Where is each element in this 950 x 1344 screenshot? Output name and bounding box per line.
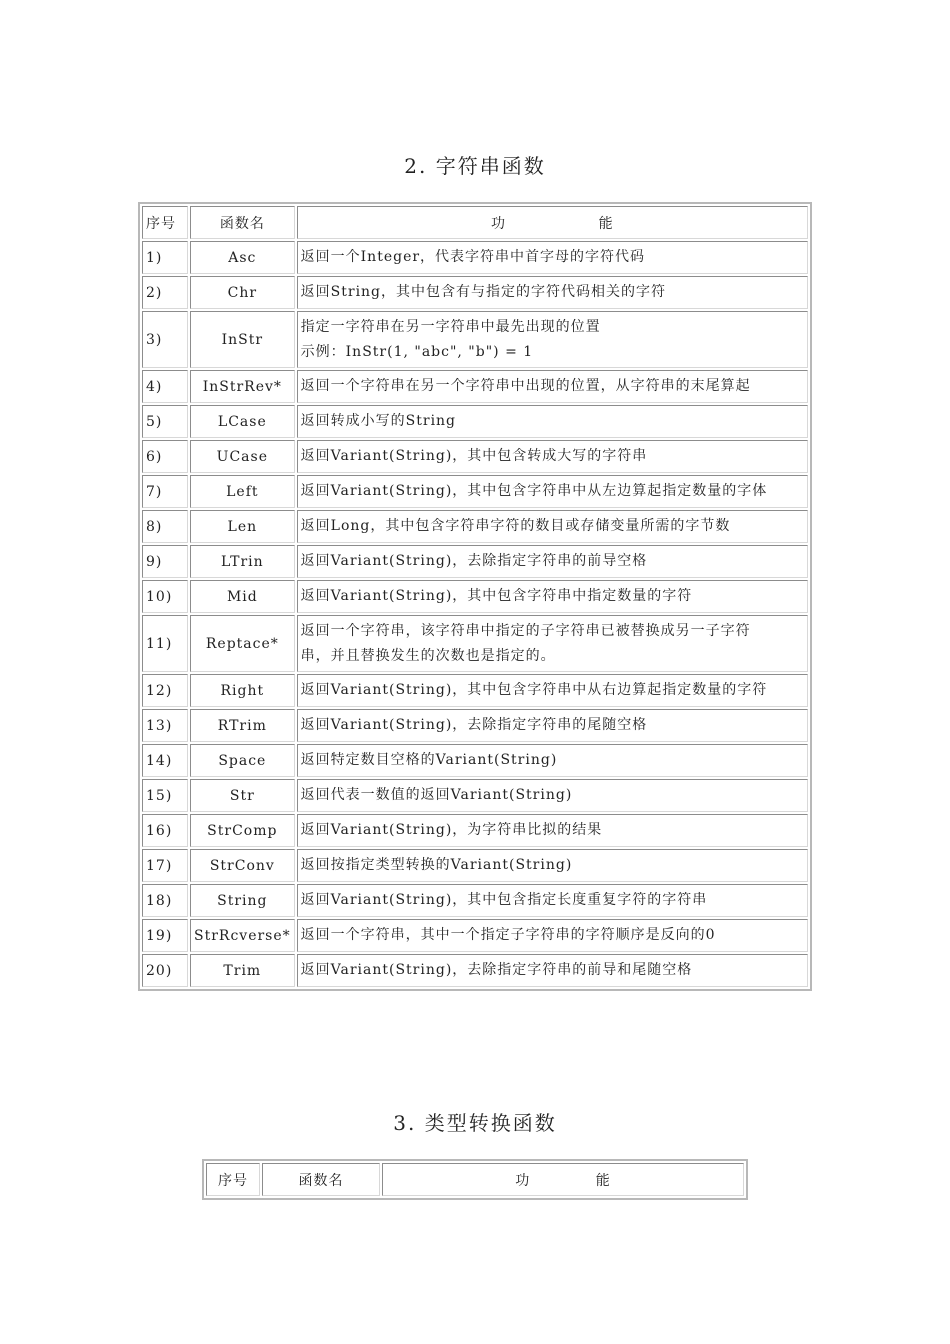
row-number: 19) [142,919,188,952]
table-row [142,849,808,882]
function-name: StrConv [190,849,295,882]
row-number: 4) [142,370,188,403]
function-name: Right [190,674,295,707]
function-name: String [190,884,295,917]
function-name: Asc [190,241,295,274]
table-row [142,674,808,707]
function-name: Trim [190,954,295,987]
table-row [142,580,808,613]
description-line: 示例：InStr(1, "abc", "b") = 1 [300,343,534,360]
row-number: 14) [142,744,188,777]
function-description [297,814,808,847]
function-description [297,405,808,438]
description-line: 返回Variant(String)，其中包含字符串中指定数量的字符 [300,588,693,604]
description-line: 返回Variant(String)，为字符串比拟的结果 [300,822,603,838]
table-row [142,919,808,952]
description-line: 返回转成小写的String [300,413,457,429]
function-description [297,709,808,742]
function-description [297,545,808,578]
function-name: LTrin [190,545,295,578]
table-row [142,954,808,987]
function-description [297,884,808,917]
row-number: 6) [142,440,188,473]
table-row [142,884,808,917]
function-description [297,580,808,613]
row-number: 10) [142,580,188,613]
description-line: 返回String，其中包含有与指定的字符代码相关的字符 [300,284,667,300]
row-number: 12) [142,674,188,707]
table-row [142,615,808,672]
description-line: 返回按指定类型转换的Variant(String) [300,857,573,873]
table-row [142,510,808,543]
row-number: 20) [142,954,188,987]
table-row [142,779,808,812]
function-name: LCase [190,405,295,438]
row-number: 9) [142,545,188,578]
row-number: 2) [142,276,188,309]
function-name: Len [190,510,295,543]
row-number: 11) [142,615,188,672]
description-line: 返回Variant(String)，去除指定字符串的前导和尾随空格 [300,962,693,978]
header-name: 函数名 [190,206,295,239]
row-number: 1) [142,241,188,274]
type-conversion-table [202,1159,748,1200]
function-name: InStrRev* [190,370,295,403]
table-row [142,744,808,777]
description-line: 返回代表一数值的返回Variant(String) [300,787,573,803]
header-name: 函数名 [262,1163,380,1196]
description-line: 返回Variant(String)，其中包含字符串中从右边算起指定数量的字符 [300,682,768,698]
description-line: 串，并且替换发生的次数也是指定的。 [300,647,556,664]
row-number: 13) [142,709,188,742]
row-number: 16) [142,814,188,847]
table-row [142,814,808,847]
description-line: 返回Variant(String)，其中包含转成大写的字符串 [300,448,648,464]
function-name: Str [190,779,295,812]
description-line: 返回一个字符串，其中一个指定子字符串的字符顺序是反向的0 [300,927,716,943]
function-description [297,510,808,543]
function-description [297,475,808,508]
function-name: StrRcverse* [190,919,295,952]
description-line: 指定一字符串在另一字符串中最先出现的位置 [300,318,601,335]
description-line: 返回一个字符串在另一个字符串中出现的位置，从字符串的末尾算起 [300,378,751,394]
description-line: 返回一个Integer，代表字符串中首字母的字符代码 [300,249,646,265]
row-number: 5) [142,405,188,438]
row-number: 17) [142,849,188,882]
description-line: 返回特定数目空格的Variant(String) [300,752,558,768]
description-line: 返回Variant(String)，其中包含字符串中从左边算起指定数量的字体 [300,483,768,499]
row-number: 3) [142,311,188,368]
function-name: RTrim [190,709,295,742]
row-number: 7) [142,475,188,508]
header-function: 功 能 [382,1163,744,1196]
table-row [142,241,808,274]
header-function: 功 能 [297,206,808,239]
section-title-type-conversion: 3. 类型转换函数 [393,1111,557,1135]
description-line: 返回Variant(String)，其中包含指定长度重复字符的字符串 [300,892,708,908]
header-no: 序号 [206,1163,260,1196]
description-line: 返回一个字符串，该字符串中指定的子字符串已被替换成另一子字符 [300,622,751,639]
section-title-string-functions: 2. 字符串函数 [404,154,546,178]
function-description [297,744,808,777]
table-row [142,545,808,578]
table-row [142,405,808,438]
row-number: 8) [142,510,188,543]
function-description [297,615,808,672]
table-row [142,709,808,742]
string-functions-table [138,202,812,991]
function-description [297,779,808,812]
function-description [297,370,808,403]
header-no: 序号 [142,206,188,239]
table-row [142,475,808,508]
description-line: 返回Variant(String)，去除指定字符串的前导空格 [300,553,648,569]
description-line: 返回Variant(String)，去除指定字符串的尾随空格 [300,717,648,733]
row-number: 15) [142,779,188,812]
function-description [297,440,808,473]
table-header-row [142,206,808,239]
description-line: 返回Long，其中包含字符串字符的数目或存储变量所需的字节数 [300,518,731,534]
function-name: Space [190,744,295,777]
function-name: UCase [190,440,295,473]
row-number: 18) [142,884,188,917]
function-description [297,919,808,952]
function-name: Left [190,475,295,508]
function-description [297,241,808,274]
function-name: Mid [190,580,295,613]
function-description [297,311,808,368]
function-name: InStr [190,311,295,368]
table-row [142,440,808,473]
function-name: StrComp [190,814,295,847]
function-name: Reptace* [190,615,295,672]
table-row [142,311,808,368]
function-description [297,954,808,987]
table-row [142,370,808,403]
function-name: Chr [190,276,295,309]
table-row [142,276,808,309]
table-header-row [206,1163,744,1196]
function-description [297,674,808,707]
function-description [297,276,808,309]
function-description [297,849,808,882]
